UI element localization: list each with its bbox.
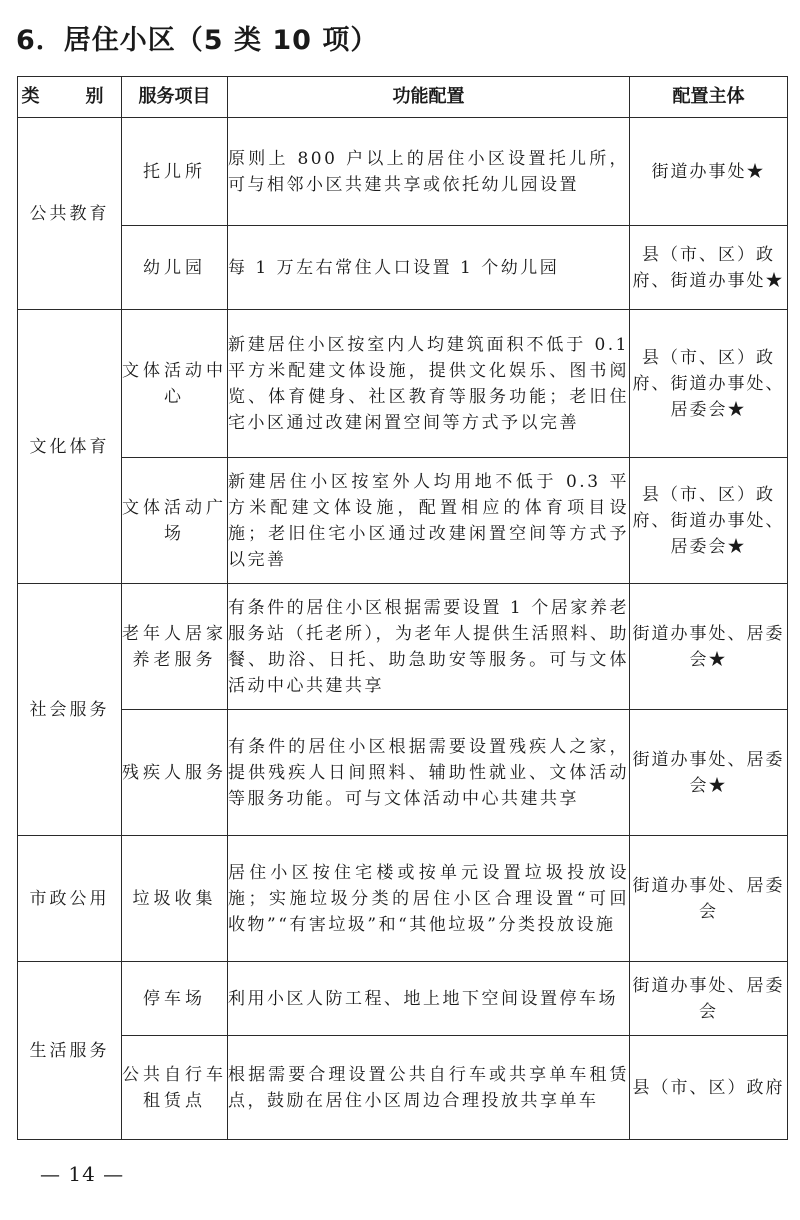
service-config-table bbox=[17, 76, 788, 1140]
service-item-cell: 停车场 bbox=[122, 962, 228, 1036]
table-header-row bbox=[18, 77, 788, 118]
service-item-cell: 老年人居家养老服务 bbox=[122, 584, 228, 710]
header-function: 功能配置 bbox=[228, 77, 630, 118]
service-item-cell: 垃圾收集 bbox=[122, 836, 228, 962]
service-item-cell: 公共自行车租赁点 bbox=[122, 1036, 228, 1140]
service-item-cell: 文体活动中心 bbox=[122, 310, 228, 458]
owner-cell: 街道办事处、居委会 bbox=[630, 962, 788, 1036]
function-cell: 根据需要合理设置公共自行车或共享单车租赁点，鼓励在居住小区周边合理投放共享单车 bbox=[228, 1036, 630, 1140]
service-item-cell: 残疾人服务 bbox=[122, 710, 228, 836]
service-item-cell: 文体活动广场 bbox=[122, 458, 228, 584]
owner-cell: 县（市、区）政府、街道办事处、居委会★ bbox=[630, 458, 788, 584]
owner-cell: 县（市、区）政府、街道办事处★ bbox=[630, 226, 788, 310]
owner-cell: 县（市、区）政府 bbox=[630, 1036, 788, 1140]
table-row bbox=[18, 584, 788, 710]
table-row bbox=[18, 1036, 788, 1140]
table-row bbox=[18, 710, 788, 836]
table-row bbox=[18, 310, 788, 458]
header-owner: 配置主体 bbox=[630, 77, 788, 118]
page-number: — 14 — bbox=[40, 1162, 125, 1186]
category-cell: 公共教育 bbox=[18, 118, 122, 310]
function-cell: 有条件的居住小区根据需要设置残疾人之家，提供残疾人日间照料、辅助性就业、文体活动等服务功能。可与文体活动中心共建共享 bbox=[228, 710, 630, 836]
owner-cell: 街道办事处★ bbox=[630, 118, 788, 226]
category-cell: 社会服务 bbox=[18, 584, 122, 836]
table-row bbox=[18, 226, 788, 310]
function-cell: 新建居住小区按室外人均用地不低于 0.3 平方米配建文体设施，配置相应的体育项目设施；老旧住宅小区通过改建闲置空间等方式予以完善 bbox=[228, 458, 630, 584]
service-item-cell: 托儿所 bbox=[122, 118, 228, 226]
table-row bbox=[18, 118, 788, 226]
header-category: 类 别 bbox=[18, 77, 122, 118]
function-cell: 居住小区按住宅楼或按单元设置垃圾投放设施；实施垃圾分类的居住小区合理设置“可回收物”“有害垃圾”和“其他垃圾”分类投放设施 bbox=[228, 836, 630, 962]
category-cell: 文化体育 bbox=[18, 310, 122, 584]
table-row bbox=[18, 836, 788, 962]
service-item-cell: 幼儿园 bbox=[122, 226, 228, 310]
owner-cell: 县（市、区）政府、街道办事处、居委会★ bbox=[630, 310, 788, 458]
owner-cell: 街道办事处、居委会 bbox=[630, 836, 788, 962]
table-row bbox=[18, 962, 788, 1036]
function-cell: 原则上 800 户以上的居住小区设置托儿所，可与相邻小区共建共享或依托幼儿园设置 bbox=[228, 118, 630, 226]
function-cell: 利用小区人防工程、地上地下空间设置停车场 bbox=[228, 962, 630, 1036]
table-row bbox=[18, 458, 788, 584]
category-cell: 生活服务 bbox=[18, 962, 122, 1140]
owner-cell: 街道办事处、居委会★ bbox=[630, 710, 788, 836]
header-service-item: 服务项目 bbox=[122, 77, 228, 118]
category-cell: 市政公用 bbox=[18, 836, 122, 962]
page-title: 6．居住小区（5 类 10 项） bbox=[16, 25, 379, 56]
function-cell: 每 1 万左右常住人口设置 1 个幼儿园 bbox=[228, 226, 630, 310]
function-cell: 有条件的居住小区根据需要设置 1 个居家养老服务站（托老所），为老年人提供生活照料、助餐、助浴、日托、助急助安等服务。可与文体活动中心共建共享 bbox=[228, 584, 630, 710]
owner-cell: 街道办事处、居委会★ bbox=[630, 584, 788, 710]
function-cell: 新建居住小区按室内人均建筑面积不低于 0.1 平方米配建文体设施，提供文化娱乐、图书阅览、体育健身、社区教育等服务功能；老旧住宅小区通过改建闲置空间等方式予以完善 bbox=[228, 310, 630, 458]
